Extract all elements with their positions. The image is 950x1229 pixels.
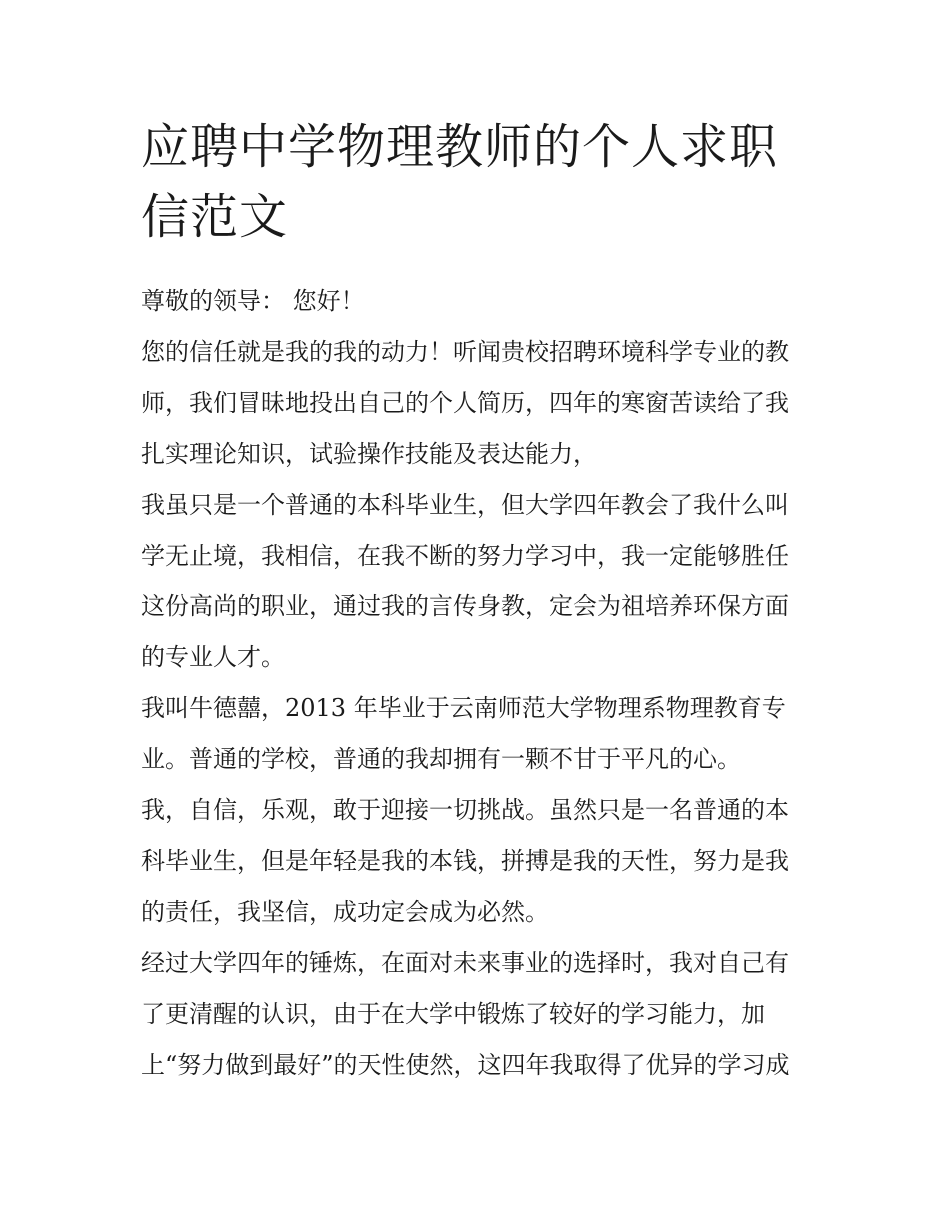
- text-line: 经过大学四年的锤炼，在面对未来事业的选择时，我对自己有: [141, 948, 789, 977]
- text-line: 了更清醒的认识，由于在大学中锻炼了较好的学习能力，加: [141, 999, 765, 1028]
- body-paragraph: [141, 785, 821, 938]
- title-line: 信范文: [141, 189, 289, 245]
- text-line: 上“努力做到最好”的天性使然，这四年我取得了优异的学习成: [141, 1050, 790, 1079]
- text-line: 这份高尚的职业，通过我的言传身教，定会为祖培养环保方面: [141, 592, 789, 621]
- body-paragraph: [141, 938, 821, 1091]
- text-line: 的责任，我坚信，成功定会成为必然。: [141, 897, 549, 926]
- text-line: 我虽只是一个普通的本科毕业生，但大学四年教会了我什么叫: [141, 490, 789, 519]
- document-title: [141, 112, 821, 252]
- text-line: 扎实理论知识，试验操作技能及表达能力，: [141, 439, 597, 468]
- title-line: 应聘中学物理教师的个人求职: [141, 119, 779, 175]
- text-line: 您的信任就是我的我的动力！听闻贵校招聘环境科学专业的教: [141, 337, 789, 366]
- body-paragraph: [141, 327, 821, 480]
- text-line: 我，自信，乐观，敢于迎接一切挑战。虽然只是一名普通的本: [141, 796, 789, 825]
- text-line: 我叫牛德囍，2013 年毕业于云南师范大学物理系物理教育专: [141, 694, 786, 723]
- document-body: [141, 276, 821, 1091]
- text-line: 的专业人才。: [141, 643, 285, 672]
- text-line: 师，我们冒昧地投出自己的个人简历，四年的寒窗苦读给了我: [141, 388, 789, 417]
- text-line: 学无止境，我相信，在我不断的努力学习中，我一定能够胜任: [141, 541, 789, 570]
- text-line: 尊敬的领导： 您好！: [141, 287, 365, 315]
- body-paragraph: [141, 683, 821, 785]
- document-page: [141, 112, 821, 1091]
- text-line: 科毕业生，但是年轻是我的本钱，拼搏是我的天性，努力是我: [141, 846, 789, 875]
- text-line: 业。普通的学校，普通的我却拥有一颗不甘于平凡的心。: [141, 745, 741, 774]
- body-paragraph: [141, 480, 821, 684]
- greeting-paragraph: [141, 276, 821, 327]
